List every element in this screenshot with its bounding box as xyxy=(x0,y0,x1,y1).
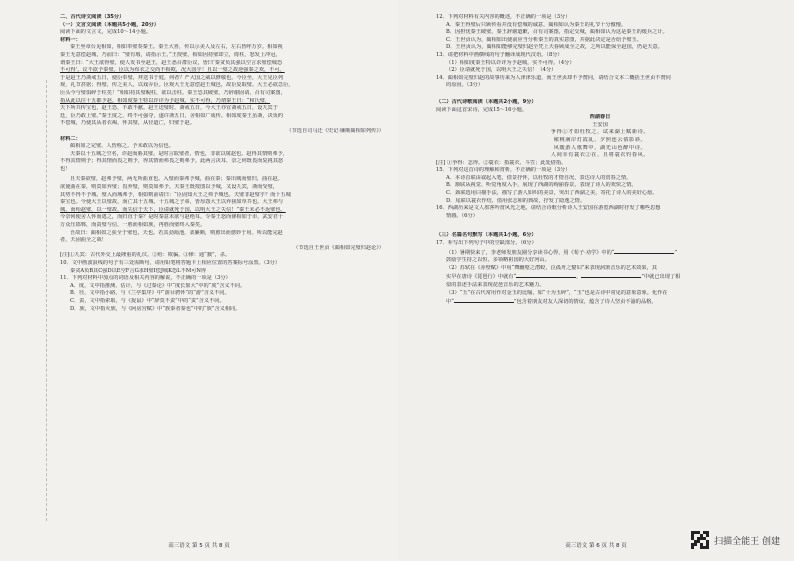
question-11-option-a: A．度，文中指推测、估计，与《过秦论》中“度长絜大”中的“度”含义不同。 xyxy=(70,282,246,289)
question-17-part-2-cont: 实早在唐诗《琵琶行》中就有“ ， ”中就已出现了相 xyxy=(446,274,681,281)
question-14-cont: 的原因。（3分） xyxy=(446,82,484,89)
poem-line: 秾桃满岸灯霞乱，夕照连云倩影斜。 xyxy=(553,136,647,143)
section-title: 二、古代诗文阅读（35分） xyxy=(60,14,125,20)
question-17-part-2: （2）苏轼在《赤壁赋》中用“舞幽壑之潜蛟，泣孤舟之嫠妇”来表现洞箫音乐的艺术效果，其 xyxy=(446,264,657,271)
material-1-source: （节选自司马迁《史记·廉颇蔺相如列传》） xyxy=(286,127,384,134)
answer-blank[interactable] xyxy=(454,297,514,303)
question-15-option-b: B．颔联从视觉、听觉角度入手，展现了西湖的绚丽春景，表现了诗人的欢快之情。 xyxy=(446,182,637,189)
poem-author: 王安国 xyxy=(592,121,608,128)
answer-blank[interactable] xyxy=(516,272,576,278)
material-1-line: 臣头今与璧俱碎于柱矣！”相如持其璧睨柱，欲以击柱。秦王恐其破璧，乃辞谢固请，召有司案图， xyxy=(60,89,286,96)
answer-blank[interactable] xyxy=(614,248,674,254)
material-1-line: 观，礼节甚倨；得璧，传之美人，以戏弄臣。臣观大王无意偿赵王城邑，故臣复取璧。大王必欲急臣， xyxy=(60,82,294,89)
material-1-label: 材料一： xyxy=(60,36,81,43)
page-6-footer: 高三语文 第 6 页 共 8 页 xyxy=(565,543,627,549)
question-11-option-d: D．族，文中指灭族，与《阿房宫赋》中“族秦者秦也”中的“族”含义相同。 xyxy=(70,305,241,312)
material-2-line: 吾故曰：蔺相如之获全于璧也，天也。若其劲渑池，柔廉颇，则愈出而愈妙于用。所以能完赵 xyxy=(70,229,283,236)
material-1-line: 秦王坐章台见相如，相如奉璧奏秦王。秦王大喜，传以示美人及左右，左右皆呼万岁。相如视 xyxy=(70,44,283,51)
material-2-label: 材料二： xyxy=(60,135,81,142)
scanner-watermark xyxy=(691,531,780,549)
exam-page-6 xyxy=(398,0,794,561)
poem-section-title: （二）古代诗歌阅读（本题共2小题，9分） xyxy=(436,98,537,105)
material-2-line: 欲使曲在秦，则莫如弃璧；畏弃璧，则莫如弗予。夫秦王既按图以予城，又设九宾，斋而受璧， xyxy=(60,184,278,191)
poem-notes: [注] ①争得：怎得。②蓑衣：指蓑衣、斗笠；此处借指。 xyxy=(436,159,567,166)
material-2-line: 者，天固曲全之哉！ xyxy=(60,237,107,244)
poem-line: 争得①才如杜牧之，试来湖上赋新诗。 xyxy=(550,129,650,136)
material-1-line: 于是赵王乃斋戒五日，使臣奉璧，拜送书于庭。何者？严大国之威以修敬也。今臣至，大王见臣列 xyxy=(60,74,284,81)
question-11-option-b: B．径，文中指小路，与《兰亭集序》中“游目骋怀”的“游”含义不同。 xyxy=(70,290,230,297)
question-16: 16．西湖历来是文人墨客吟赏风光之地，请结合诗歌分析诗人王安国在游览西湖时抒发了哪些思想 xyxy=(436,205,661,212)
page-5-footer: 高三语文 第 5 页 共 8 页 xyxy=(168,543,230,549)
material-2-line: 不得其情则予；得其情而畏之则予，得其情而弗畏之则弗予。此两言决耳，奈之何既畏而复挑其怒 xyxy=(60,158,284,165)
question-12-option-a: A．秦王得璧后只顾传看并没有偿城的诚意，蔺相如认为秦王的礼节十分傲慢。 xyxy=(446,21,627,28)
material-1-line: 不偿城，乃使其从者衣褐，怀其璧，从径道亡，归璧于赵。 xyxy=(60,120,195,127)
question-12-option-b: B．因担忧秦王破璧，秦王辞谢道歉，召有司案图，指定交城，蔺相如认为这是秦王的缓兵之计。 xyxy=(446,29,668,36)
question-17-part-1: （1）暑期快来了，李老师发朋友圈分享读书心得，用《荀子·劝学》中的“ ” xyxy=(446,249,678,256)
question-17-part-1-cont: 鼓励学生持之以恒，多领略祖国的大好河山。 xyxy=(446,257,550,264)
question-15-option-c: C．颈联选用白描手法，描写了游人如织的美景，突出了西湖之美，寄托了诗人的美好心愿。 xyxy=(446,190,658,197)
material-2-source: （节选自王世贞《蔺相如完璧归赵论》） xyxy=(293,244,384,251)
question-10-options: 秦贪A负B其C强D以E空F言G求H璧I偿J城K恐L不M可N得 xyxy=(70,267,207,274)
dictation-section-title: （三）名篇名句默写（本题共1小题，6分） xyxy=(436,232,537,239)
material-1-line: 秦王无意偿赵城，乃前曰：“璧有瑕，请指示王。”王授璧，相如因持璧却立，倚柱，怒发上冲冠， xyxy=(60,51,281,58)
annotation-notes: [注]①九宾：古代外交上最隆重的礼仪。②绐：欺骗。③僇：通“戮”，杀。 xyxy=(60,252,231,259)
question-11: 11．下列对材料中加点的词语及相关内容的解说，不正确的一项是（3分） xyxy=(60,275,231,282)
page-6-column xyxy=(436,14,764,533)
question-16-cont: 情感。（6分） xyxy=(446,212,478,219)
material-2-line: 秦宝也。今使大王以璧故，而亡其十五城，十五城之子弟，皆厚怨大王以弃我如草芥也。大王弗与 xyxy=(60,199,284,206)
question-10: 10．文中画波浪线的句子有三处需断句，请用铅笔将答题卡上相应位置的答案标号涂黑。（3分） xyxy=(60,260,280,266)
poem-line: 人间幸有蓑衣②在，且将蓑衣钓春风。 xyxy=(550,152,650,159)
watermark-text: 扫描全能王 创建 xyxy=(714,536,780,547)
poem-line: 风暖游人歌舞中，湖光山色醉中诗。 xyxy=(553,144,647,151)
poem-instruction: 阅读下面这首宋诗，完成15～16小题。 xyxy=(436,106,528,113)
material-2-line: 也！ xyxy=(60,165,71,172)
question-12-option-d: D．王世贞认为，蔺相如能够完璧归赵全凭上天眷顾成全之故，之所以能保全赵国，仍是天意。 xyxy=(446,44,663,51)
material-2-line: 且夫秦欲璧，赵弗予璧，两无所曲直也。入璧而秦弗予城，曲在秦；秦出城而璧归，曲在赵。 xyxy=(70,176,283,183)
material-2-line: 万众压邯郸，而责璧与信，一胜而相如族，再胜而璧终入秦矣。 xyxy=(60,222,206,229)
material-1-line: 谓秦王曰：“大王欲得璧，使人发书至赵王，赵王悉召群臣议，皆曰‘秦贪负其强以空言求璧偿城恐 xyxy=(60,59,283,66)
page-5-column xyxy=(60,14,384,533)
material-1-line: 指从此以往十五都予赵。相如度秦王特以诈详为予赵城，实不可得，乃谓秦王曰：“和氏璧， xyxy=(60,97,271,104)
question-17-part-2-cont: 似的表述手法来表现琵琶音乐的艺术魅力。 xyxy=(446,282,545,288)
material-1-line: 天下所共传宝也，赵王恐，不敢不献。赵王送璧时，斋戒五日，今大王亦宜斋戒五日，设九宾于 xyxy=(60,105,278,112)
question-12-option-c: C．王世贞认为，蔺相如出使前应当分析秦王的真实意图，并据此决定是否给予璧玉。 xyxy=(446,36,642,43)
material-2-line: 蔺相如之完璧，人皆称之。予未敢以为信也。 xyxy=(70,143,174,150)
question-13: 13．请把材料中画横线的句子翻译成现代汉语。（8分） xyxy=(436,51,563,58)
material-2-line: 城，而绐赵璧，以一璧故，而失信于天下，臣请就死于国，以明大王之失信！”秦王未必不返璧也。 xyxy=(60,206,286,213)
question-15-option-d: D．尾联以蓑衣作结，借用张志和的典故，抒发了隐逸之情。 xyxy=(446,197,586,204)
subsection-title: （一）文言文阅读（本题共5小题，20分） xyxy=(60,21,160,28)
question-13-part-1: （1）相如度秦王特以诈详为予赵城，实不可得。（4分） xyxy=(446,59,575,66)
question-15-option-a: A．本诗首联由叙起入笔，借景抒怀，以杜牧的才情自况，表达诗人的赏春之情。 xyxy=(446,174,632,181)
instruction: 阅读下面的文言文，完成10～14小题。 xyxy=(60,29,152,36)
qr-code-icon xyxy=(691,531,709,549)
question-14: 14．蔺相如完璧归赵的故事历来为人津津乐道，而王世贞却不予赞同，请结合文本二概括王世贞不赞同 xyxy=(436,74,671,81)
question-15: 15．下列对这首诗的理解和赏析，不正确的一项是（3分） xyxy=(436,167,571,174)
question-17: 17．补写出下列句子中的空缺部分。（6分） xyxy=(436,240,537,247)
material-1-line: 不可得’。议不欲予秦璧。臣以为布衣之交尚不相欺，况大国乎！且以一璧之故逆强秦之欢，不可。 xyxy=(60,67,285,74)
answer-blank[interactable] xyxy=(581,272,641,278)
material-2-line: 夫秦以十五城之空名，诈赵而胁其璧。是时言取璧者，情也，非欲以窥赵也。赵得其情则弗予， xyxy=(70,150,288,157)
material-1-line: 廷，臣乃敢上璧。”秦王度之，终不可强夺，遂许斋五日，舍相如广成传。相如度秦王虽斋，决负约 xyxy=(60,112,284,119)
poem-title: 西湖春日 xyxy=(589,114,611,121)
material-2-line: 其势不得不予城。璧入而城弗予，相如则前请曰：“臣固知大王之弗予城也。夫璧非赵璧乎？而十五城 xyxy=(60,191,291,198)
question-17-part-3-cont: 中“ ”包含着朋友对友人深切的情谊，蕴含了诗人坚贞不渝的品格。 xyxy=(446,299,657,306)
question-13-part-2: （2）臣请就死于国，以明大王之失信！（4分） xyxy=(446,67,557,74)
question-11-option-c: C．责，文中指索取，与《捉鼠》中“辞莫不责”中的“责”含义不同。 xyxy=(70,297,225,304)
material-2-line: 今奈何使舍人怀而逃之，而归直于秦？是时秦意未欲与赵绝耳。令秦王怒而僇相如于市，武安君十 xyxy=(60,214,284,221)
binding-margin xyxy=(34,80,47,521)
question-17-part-3: （3）“玉”在古代常用作对金玉的比喻，如“十为玉碎”，“玉”也是古诗中常见的意象意象。化作在 xyxy=(446,289,668,296)
question-12: 12．下列对材料有关内容的概述，不正确的一项是（3分） xyxy=(436,14,571,20)
